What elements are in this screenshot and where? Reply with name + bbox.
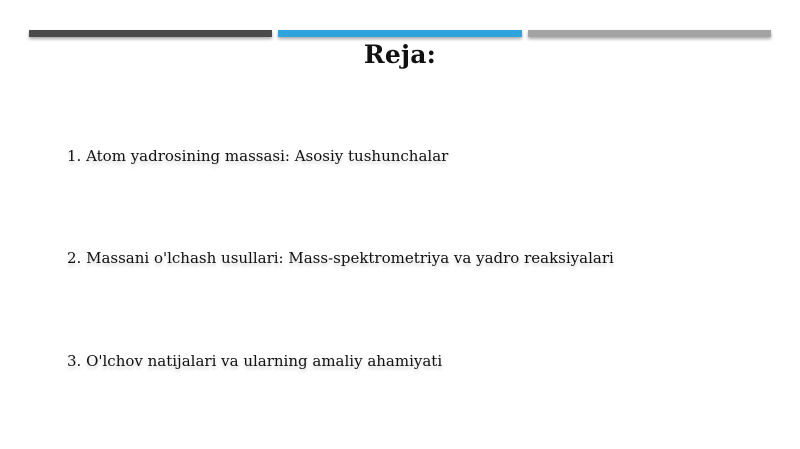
outline-item-2: 2. Massani o'lchash usullari: Mass-spektrometriya va yadro reaksiyalari	[67, 249, 614, 267]
slide-title: Reja:	[363, 40, 437, 69]
accent-bar-blue	[278, 30, 522, 37]
outline-item-3: 3. O'lchov natijalari va ularning amaliy ahamiyati	[67, 352, 443, 370]
accent-bar-light	[528, 30, 771, 37]
outline-item-1: 1. Atom yadrosining massasi: Asosiy tushunchalar	[67, 147, 449, 165]
accent-bar-dark	[29, 30, 272, 37]
